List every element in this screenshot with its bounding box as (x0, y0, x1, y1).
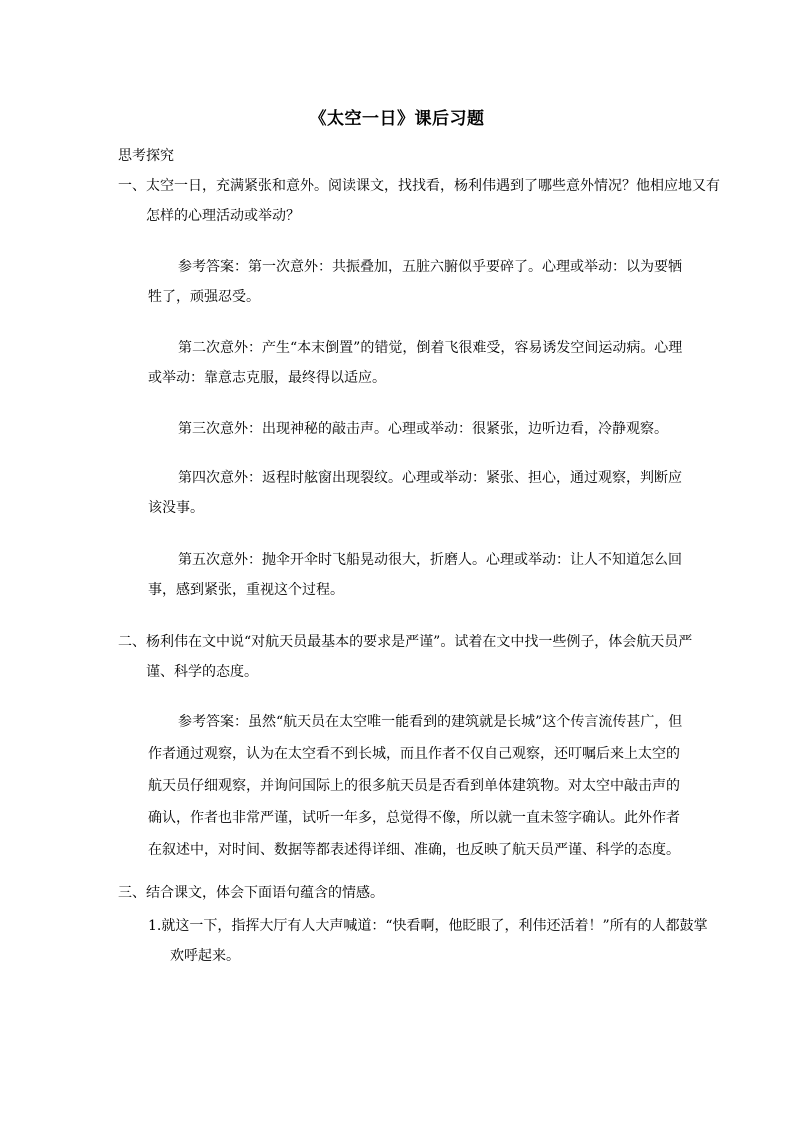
q1-answer-1: 参考答案：第一次意外：共振叠加，五脏六腑似乎要碎了。心理或举动：以为要牺牲了，顽强忍受。 (148, 259, 682, 305)
q1-answer-3: 第三次意外：出现神秘的敲击声。心理或举动：很紧张，边听边看，冷静观察。 (178, 421, 668, 437)
section-label: 思考探究 (118, 148, 174, 164)
q3-item-1: 1.就这一下，指挥大厅有人大声喊道：“快看啊，他眨眼了，利伟还活着！”所有的人都鼓掌欢呼起来。 (148, 918, 708, 964)
q1-answer-5: 第五次意外：抛伞开伞时飞船晃动很大，折磨人。心理或举动：让人不知道怎么回事，感到紧张，重视这个过程。 (148, 552, 682, 598)
question-1: 一、太空一日，充满紧张和意外。阅读课文，找找看，杨利伟遇到了哪些意外情况？他相应地又有怎样的心理活动或举动？ (118, 178, 720, 224)
q2-answer: 参考答案：虽然“航天员在太空唯一能看到的建筑就是长城”这个传言流传甚广，但作者通过观察，认为在太空看不到长城，而且作者不仅自己观察，还叮嘱后来上太空的航天员仔细观察，并询问国际上的很多航天员是否看到单体建筑物。对太空中敲击声的确认，作者也非常严谨，试听一年多，总觉得不像，所以就一直未签字确认。此外作者在叙述中，对时间、数据等都表述得详细、准确，也反映了航天员严谨、科学的态度。 (148, 714, 683, 858)
q1-answer-4: 第四次意外：返程时舷窗出现裂纹。心理或举动：紧张、担心，通过观察，判断应该没事。 (148, 470, 682, 516)
q1-answer-2: 第二次意外：产生“本末倒置”的错觉，倒着飞很难受，容易诱发空间运动病。心理或举动：靠意志克服，最终得以适应。 (148, 340, 683, 386)
question-3: 三、结合课文，体会下面语句蕴含的情感。 (118, 885, 384, 901)
question-2: 二、杨利伟在文中说“对航天员最基本的要求是严谨”。试着在文中找一些例子，体会航天员严谨、科学的态度。 (118, 634, 693, 680)
document-title: 《太空一日》课后习题 (309, 109, 485, 129)
